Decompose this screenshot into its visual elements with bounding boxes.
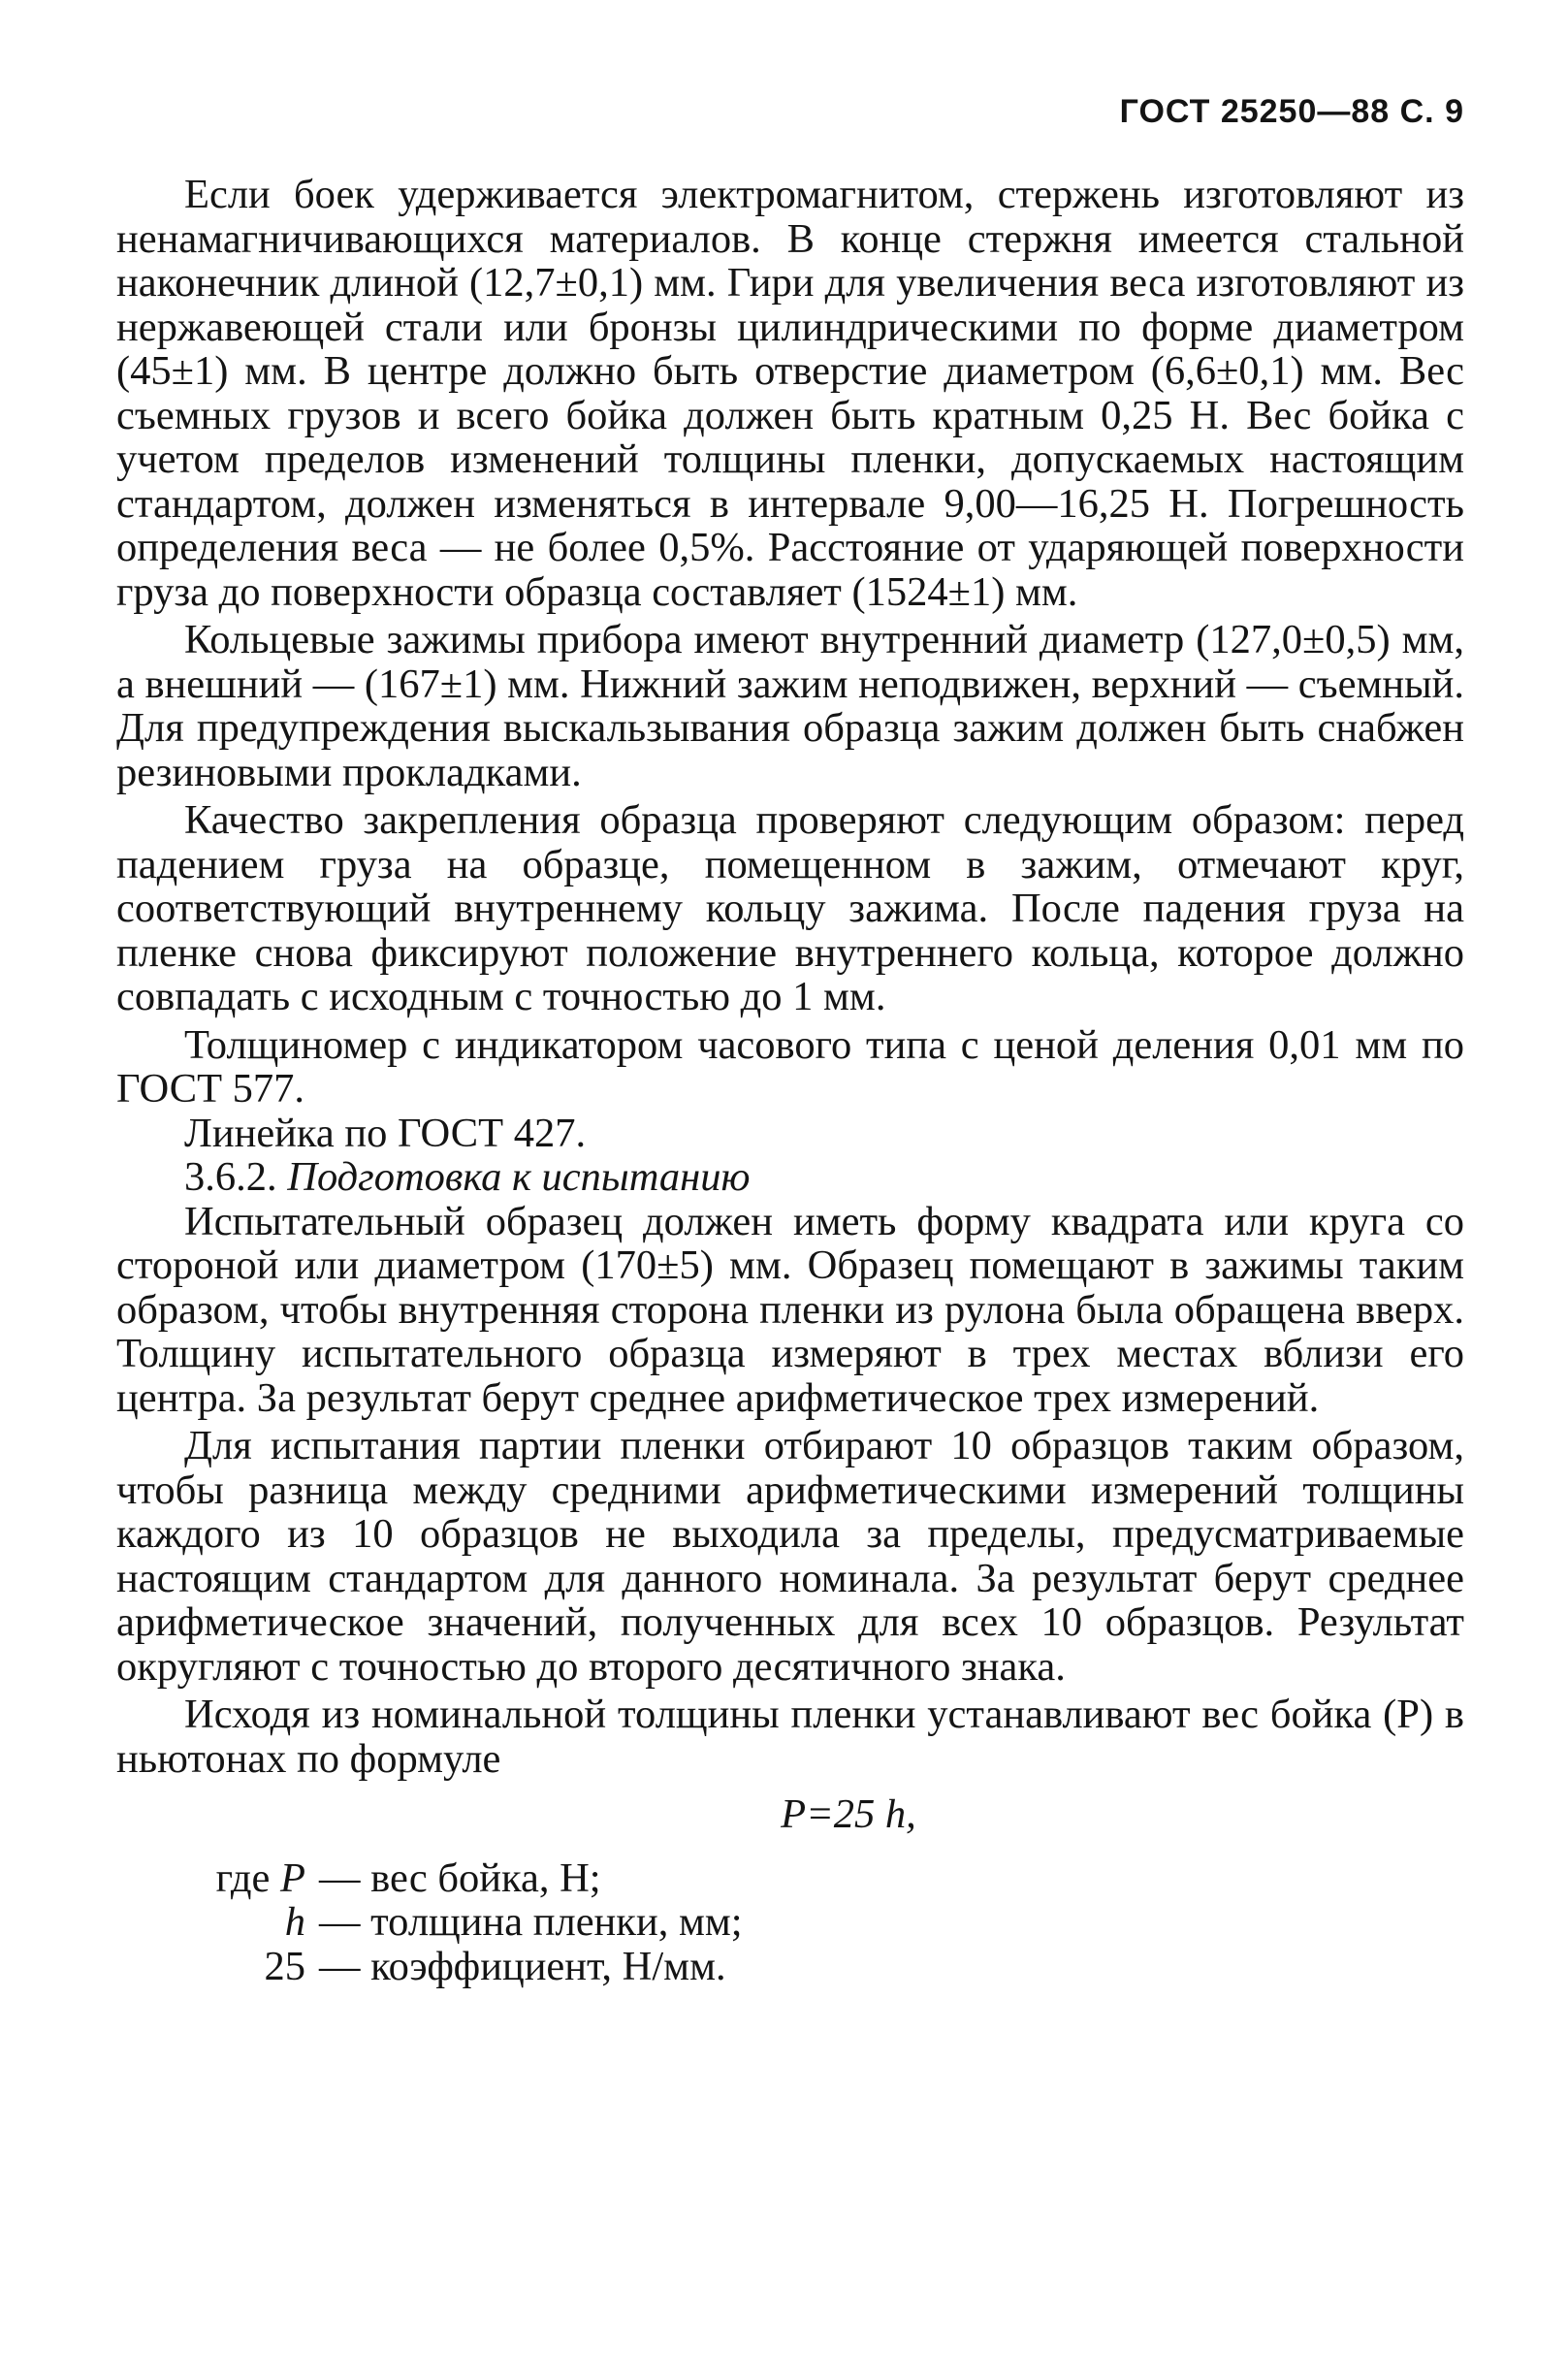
- paragraph-ruler: Линейка по ГОСТ 427.: [184, 1110, 587, 1156]
- paragraph-thickness-gauge: Толщиномер с индикатором часового типа с ценой деления 0,01 мм по ГОСТ 577.: [116, 1021, 1464, 1112]
- legend-symbol-h: h: [284, 1899, 305, 1945]
- legend-row: [155, 1945, 1464, 1989]
- legend-desc: — коэффициент, Н/мм.: [319, 1943, 726, 1989]
- legend-row: [155, 1856, 1464, 1901]
- legend-symbol: [155, 1856, 319, 1901]
- legend-row: [155, 1900, 1464, 1945]
- section-heading: [116, 1155, 1464, 1200]
- body-text: [116, 173, 1464, 1988]
- paragraph-fixing-quality: Качество закрепления образца проверяют следующим образом: перед падением груза на образце, помещенном в зажим, отмечают круг, соответствующий внутреннему кольцу зажима. После падения груза на пленке снова фиксируют положение внутреннего кольца, которое должно совпадать с исходным с точностью до 1 мм.: [116, 797, 1464, 1019]
- legend-desc: — вес бойка, Н;: [319, 1854, 601, 1901]
- paragraph-formula-intro: Исходя из номинальной толщины пленки устанавливают вес бойка (P) в ньютонах по формуле: [116, 1692, 1464, 1782]
- legend-lead: где: [215, 1854, 271, 1901]
- formula: P=25 h,: [781, 1791, 916, 1837]
- section-title: Подготовка к испытанию: [287, 1154, 751, 1200]
- paragraph-clamps: Кольцевые зажимы прибора имеют внутренний диаметр (127,0±0,5) мм, а внешний — (167±1) мм. Нижний зажим неподвижен, верхний — съемный. Для предупреждения выскальзывания образца зажим должен быть снабжен резиновыми прокладками.: [116, 617, 1465, 795]
- legend-symbol-p: P: [280, 1854, 305, 1901]
- page-header: ГОСТ 25250—88 С. 9: [1119, 93, 1464, 130]
- paragraph-specimen: Испытательный образец должен иметь форму квадрата или круга со стороной или диаметром (170±5) мм. Образец помещают в зажимы таким образом, чтобы внутренняя сторона пленки из рулона была обращена вверх. Толщину испытательного образца измеряют в трех местах вблизи его центра. За результат берут среднее арифметическое трех измерений.: [116, 1198, 1464, 1421]
- section-number: 3.6.2.: [184, 1154, 277, 1200]
- legend-desc: — толщина пленки, мм;: [319, 1899, 743, 1945]
- legend-symbol-25: 25: [264, 1943, 305, 1989]
- paragraph-batch-testing: Для испытания партии пленки отбирают 10 образцов таким образом, чтобы разница между средними арифметическими измерений толщины каждого из 10 образцов не выходила за пределы, предусматриваемые настоящим стандартом для данного номинала. За результат берут среднее арифметическое значений, полученных для всех 10 образцов. Результат округляют с точностью до второго десятичного знака.: [116, 1423, 1464, 1690]
- paragraph-striker-description: Если боек удерживается электромагнитом, стержень изготовляют из ненамагничивающихся материалов. В конце стержня имеется стальной наконечник длиной (12,7±0,1) мм. Гири для увеличения веса изготовляют из нержавеющей стали или бронзы цилиндрическими по форме диаметром (45±1) мм. В центре должно быть отверстие диаметром (6,6±0,1) мм. Вес съемных грузов и всего бойка должен быть кратным 0,25 Н. Вес бойка с учетом пределов изменений толщины пленки, допускаемых настоящим стандартом, должен изменяться в интервале 9,00—16,25 Н. Погрешность определения веса — не более 0,5%. Расстояние от ударяющей поверхности груза до поверхности образца составляет (1524±1) мм.: [116, 172, 1464, 615]
- formula-legend: [155, 1856, 1464, 1989]
